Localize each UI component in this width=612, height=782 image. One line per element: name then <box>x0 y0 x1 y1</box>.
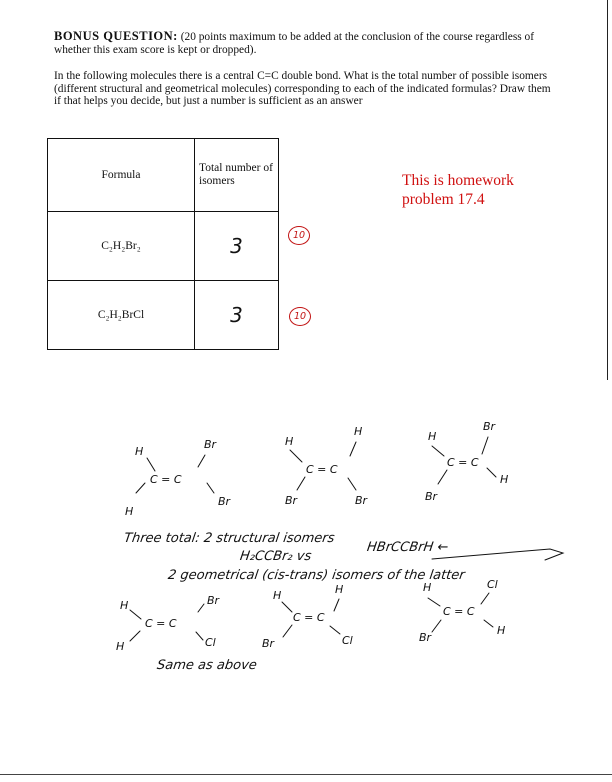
atom-label: H <box>428 430 437 443</box>
atom-label: Br <box>425 490 438 503</box>
atom-label: H <box>135 445 144 458</box>
atom-label: H <box>335 583 344 596</box>
handwritten-line: HBrCCBrH ← <box>365 540 450 555</box>
formula-cell: C₂H₂Br₂ <box>48 212 195 281</box>
header-total: Total number of isomers <box>195 139 279 212</box>
atom-label: Cl <box>342 634 353 647</box>
bonus-question-label: BONUS QUESTION: <box>54 29 178 43</box>
handwritten-line: Three total: 2 structural isomers <box>122 531 336 546</box>
atom-label: Br <box>262 637 275 650</box>
atom-label: C = C <box>150 473 182 486</box>
atom-label: H <box>273 589 282 602</box>
atom-label: H <box>497 624 506 637</box>
atom-label: Br <box>204 438 217 451</box>
molecule-sketch <box>425 420 508 503</box>
atom-label: Br <box>207 594 220 607</box>
atom-label: H <box>120 599 129 612</box>
atom-label: Br <box>355 494 368 507</box>
question-prompt: In the following molecules there is a central C=C double bond. What is the total number of possible isomers (different structural and geometrical molecules) corresponding to each of the indicated formulas? Draw them if that helps you decide, but just a number is sufficient as an answer <box>54 70 551 108</box>
answer-value: 3 <box>230 234 243 258</box>
homework-note-line: This is homework <box>402 172 514 189</box>
molecule-sketch <box>116 594 221 653</box>
atom-label: C = C <box>293 611 325 624</box>
molecule-sketch <box>125 438 232 518</box>
homework-note-line: problem 17.4 <box>402 191 485 208</box>
atom-label: H <box>423 581 432 594</box>
atom-label: H <box>285 435 294 448</box>
atom-label: H <box>354 425 363 438</box>
atom-label: H <box>125 505 134 518</box>
atom-label: C = C <box>447 456 479 469</box>
molecule-sketch <box>262 583 353 650</box>
molecule-sketch <box>285 425 369 507</box>
handwritten-line: Same as above <box>155 658 258 673</box>
page-bottom-line <box>0 774 612 775</box>
atom-label: C = C <box>443 605 475 618</box>
atom-label: H <box>116 640 125 653</box>
atom-label: Br <box>483 420 496 433</box>
molecule-sketch <box>419 578 505 644</box>
bonus-points-text: (20 points maximum to be added at the conclusion of the course regardless of whether this exam score is kept or dropped). <box>54 31 535 56</box>
atom-label: Br <box>419 631 432 644</box>
atom-label: C = C <box>306 463 338 476</box>
handwritten-line: 2 geometrical (cis-trans) isomers of the latter <box>166 568 466 583</box>
grade-mark: 10 <box>289 307 311 326</box>
formula-cell: C₂H₂BrCl <box>48 281 195 350</box>
atom-label: Cl <box>487 578 498 591</box>
handwritten-line: H₂CCBr₂ vs <box>238 549 313 564</box>
atom-label: Cl <box>205 636 216 649</box>
atom-label: C = C <box>145 617 177 630</box>
grade-mark: 10 <box>288 226 310 245</box>
atom-label: Br <box>218 495 231 508</box>
atom-label: Br <box>285 494 298 507</box>
answer-value: 3 <box>230 303 243 327</box>
atom-label: H <box>500 473 509 486</box>
header-formula: Formula <box>48 139 195 212</box>
curved-arrow <box>432 549 563 560</box>
